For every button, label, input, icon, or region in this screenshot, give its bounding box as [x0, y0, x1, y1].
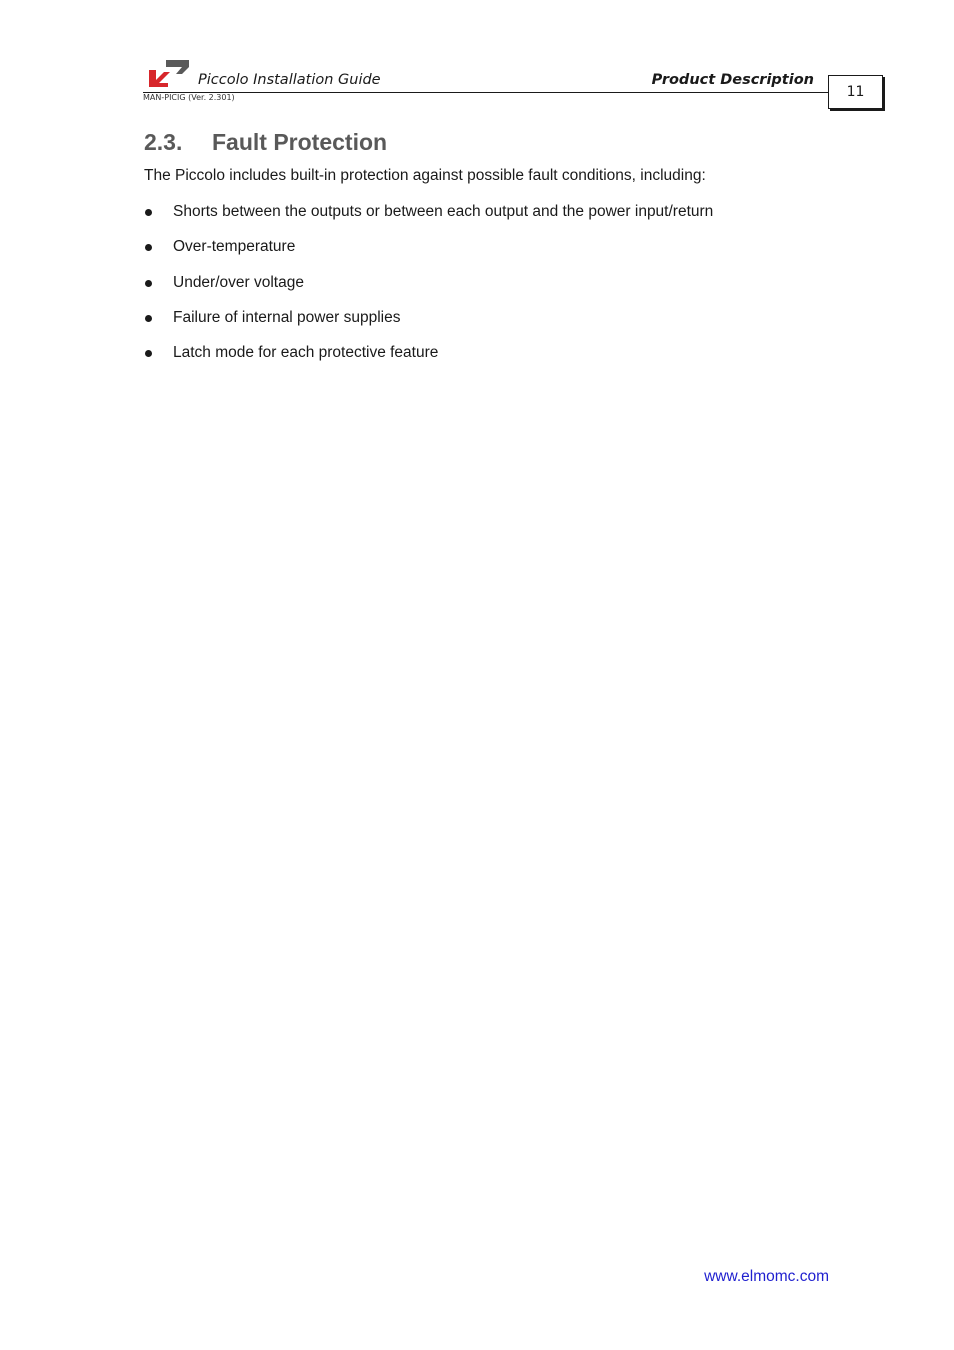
bullet-icon — [145, 209, 152, 216]
section-heading — [144, 129, 387, 156]
list-item-text: Latch mode for each protective feature — [173, 344, 439, 362]
bullet-icon — [145, 244, 152, 251]
page-header — [0, 0, 954, 120]
list-item-text: Under/over voltage — [173, 273, 304, 291]
bullet-icon — [145, 315, 152, 322]
header-divider — [143, 92, 829, 93]
website-link[interactable]: www.elmomc.com — [704, 1268, 829, 1285]
section-number: 2.3. — [144, 129, 183, 155]
document-code: MAN-PICIG (Ver. 2.301) — [143, 93, 235, 102]
bullet-icon — [145, 350, 152, 357]
elmo-logo-icon — [148, 58, 190, 88]
section-title: Fault Protection — [212, 129, 388, 155]
list-item-text: Over-temperature — [173, 238, 296, 256]
document-title: Piccolo Installation Guide — [198, 72, 381, 88]
chapter-title: Product Description — [651, 72, 814, 88]
list-item-text: Shorts between the outputs or between each output and the power input/return — [173, 203, 714, 220]
list-item-text: Failure of internal power supplies — [173, 308, 401, 326]
bullet-icon — [145, 280, 152, 287]
page-number: 11 — [828, 75, 883, 109]
intro-paragraph: The Piccolo includes built-in protection against possible fault conditions, including: — [144, 167, 706, 184]
